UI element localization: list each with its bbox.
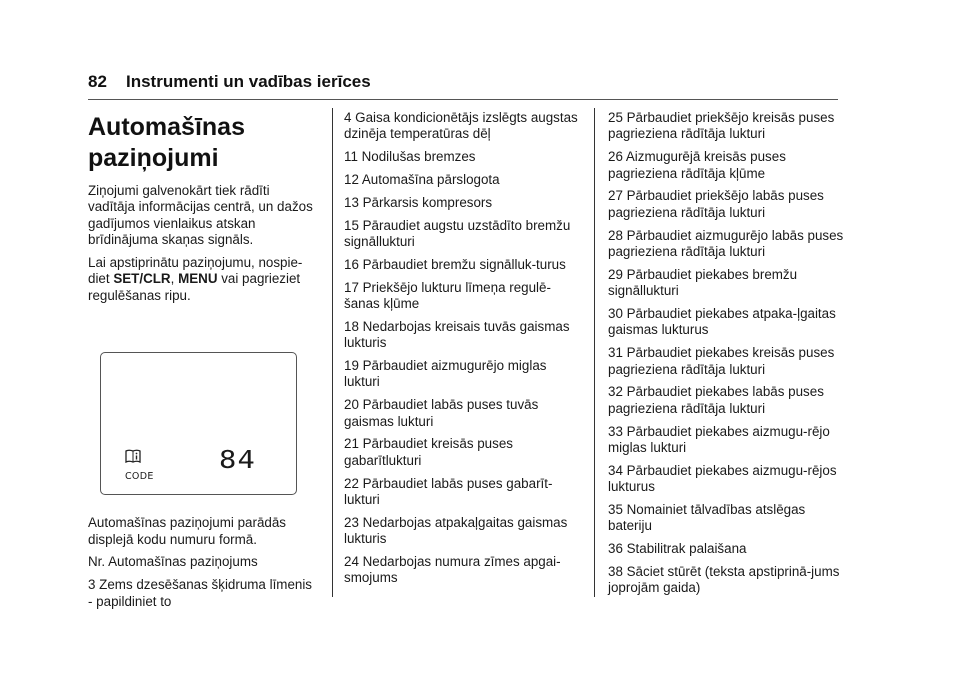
- header-rule: [88, 99, 838, 100]
- list-item: 27 Pārbaudiet priekšējo labās puses pagrieziena rādītāja lukturi: [608, 188, 824, 220]
- book-info-icon: [125, 449, 141, 463]
- confirm-separator: ,: [170, 271, 179, 287]
- heading-line-2: paziņojumi: [88, 144, 219, 172]
- list-item: 38 Sāciet stūrēt (teksta apstiprinā-jums joprojām gaida): [608, 564, 840, 596]
- list-item: 30 Pārbaudiet piekabes atpaka-ļgaitas gaismas lukturus: [608, 306, 836, 338]
- list-item: 21 Pārbaudiet kreisās puses gabarītlukturi: [344, 436, 513, 468]
- heading-line-1: Automašīnas: [88, 113, 245, 141]
- menu-label: MENU: [178, 271, 218, 287]
- list-item: 29 Pārbaudiet piekabes bremžu signāllukturi: [608, 266, 798, 299]
- page-number: 82: [88, 72, 107, 91]
- list-item: 33 Pārbaudiet piekabes aizmugu-rējo miglas lukturi: [608, 423, 830, 456]
- confirm-paragraph: [88, 255, 316, 304]
- list-item: 11 Nodilušas bremzes: [344, 149, 476, 165]
- section-title: Instrumenti un vadības ierīces: [126, 72, 371, 91]
- list-item: 24 Nedarbojas numura zīmes apgai-smojums: [344, 554, 561, 586]
- list-item: 19 Pārbaudiet aizmugurējo miglas lukturi: [344, 358, 547, 390]
- list-item: 36 Stabilitrak palaišana: [608, 541, 747, 557]
- set-clr-label: SET/CLR: [113, 271, 171, 287]
- confirm-text-suffix: vai pagrieziet regulēšanas ripu.: [88, 271, 301, 303]
- list-item: 26 Aizmugurējā kreisās puses pagrieziena rādītāja kļūme: [608, 149, 786, 181]
- list-item: 31 Pārbaudiet piekabes kreisās puses pagrieziena rādītāja lukturi: [608, 345, 835, 377]
- column-divider: [332, 108, 333, 597]
- display-illustration: [100, 352, 297, 495]
- list-item: 28 Pārbaudiet aizmugurējo labās puses pagrieziena rādītāja lukturi: [608, 227, 844, 260]
- confirm-text-prefix: Lai apstiprinātu paziņojumu, nospie-diet: [88, 255, 303, 287]
- list-item: 20 Pārbaudiet labās puses tuvās gaismas lukturi: [344, 397, 539, 429]
- figure-caption: Automašīnas paziņojumi parādās displejā kodu numuru formā.: [88, 515, 286, 547]
- list-item: 3 Zems dzesēšanas šķidruma līmenis - papildiniet to: [88, 577, 313, 609]
- list-item: 25 Pārbaudiet priekšējo kreisās puses pagrieziena rādītāja lukturi: [608, 110, 835, 142]
- list-item: 15 Pāraudiet augstu uzstādīto bremžu signāllukturi: [344, 217, 571, 249]
- list-item: 22 Pārbaudiet labās puses gabarīt-lukturi: [344, 475, 553, 508]
- list-item: 13 Pārkarsis kompresors: [344, 194, 493, 210]
- list-item: 17 Priekšējo lukturu līmeņa regulē-šanas kļūme: [344, 279, 551, 311]
- list-item: 35 Nomainiet tālvadības atslēgas bateriju: [608, 502, 806, 534]
- list-item: 4 Gaisa kondicionētājs izslēgts augstas dzinēja temperatūras dēļ: [344, 110, 578, 142]
- intro-paragraph: Ziņojumi galvenokārt tiek rādīti vadītāja informācijas centrā, un dažos gadījumos vienlaikus atskan brīdinājuma skaņas signāls.: [88, 183, 313, 248]
- list-item: 18 Nedarbojas kreisais tuvās gaismas lukturis: [344, 318, 570, 351]
- page-header: [88, 72, 838, 92]
- column-divider: [594, 108, 595, 597]
- list-item: 12 Automašīna pārslogota: [344, 172, 500, 187]
- column-2: [344, 110, 580, 593]
- list-header: Nr. Automašīnas paziņojums: [88, 554, 258, 570]
- column-3: [608, 110, 844, 603]
- section-heading: [88, 112, 316, 174]
- list-item: 23 Nedarbojas atpakaļgaitas gaismas lukturis: [344, 514, 568, 547]
- column-1: [88, 112, 316, 616]
- list-item: 34 Pārbaudiet piekabes aizmugu-rējos lukturus: [608, 462, 837, 495]
- code-value: 84: [219, 445, 256, 475]
- list-item: 32 Pārbaudiet piekabes labās puses pagrieziena rādītāja lukturi: [608, 384, 824, 416]
- code-label: CODE: [125, 471, 154, 483]
- list-item: 16 Pārbaudiet bremžu signālluk-turus: [344, 256, 566, 272]
